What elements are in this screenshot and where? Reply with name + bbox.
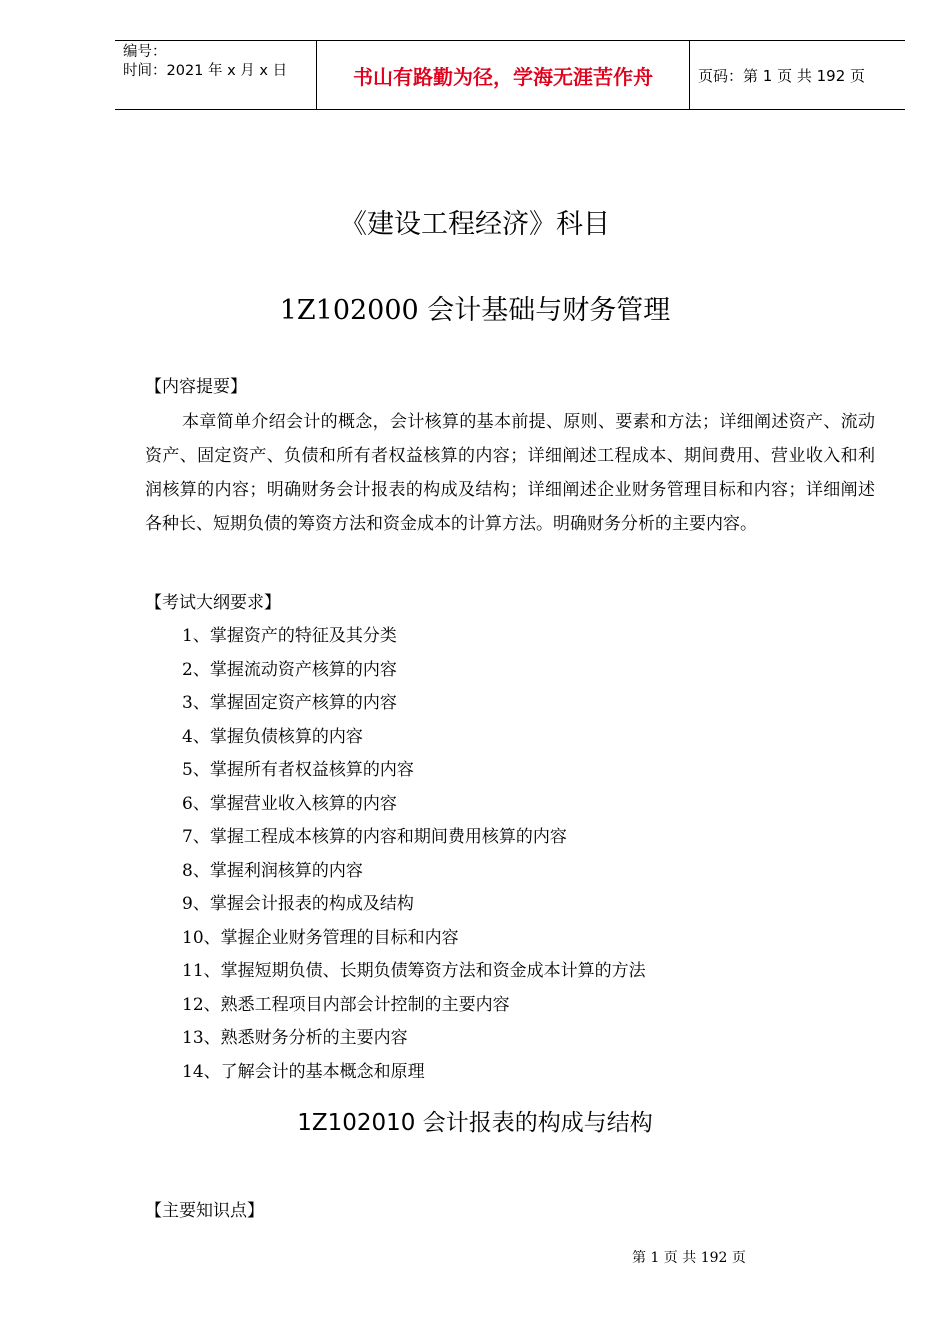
list-item <box>182 888 646 922</box>
chapter-title: 1Z102000 会计基础与财务管理 <box>279 295 671 326</box>
list-item-text: 掌握所有者权益核算的内容 <box>209 760 414 780</box>
list-item <box>182 687 646 721</box>
list-item-text: 掌握负债核算的内容 <box>209 726 363 747</box>
list-item <box>182 1056 646 1090</box>
list-item <box>182 788 646 822</box>
list-item-text: 了解会计的基本概念和原理 <box>220 1061 425 1082</box>
list-item-number: 3、 <box>182 693 210 713</box>
serial-label: 编号： <box>123 44 167 60</box>
outline-list <box>182 620 646 1089</box>
list-item-number: 6、 <box>182 793 210 814</box>
summary-heading: 【内容提要】 <box>145 377 247 397</box>
list-item-text: 掌握会计报表的构成及结构 <box>209 894 414 914</box>
knowledge-heading: 【主要知识点】 <box>145 1201 264 1221</box>
page-header <box>115 40 905 110</box>
list-item-text: 掌握短期负债、长期负债筹资方法和资金成本计算的方法 <box>220 961 646 981</box>
list-item-number: 9、 <box>182 894 210 914</box>
section-title: 1Z102010 会计报表的构成与结构 <box>297 1110 653 1136</box>
list-item-text: 掌握企业财务管理的目标和内容 <box>220 927 459 948</box>
document-title: 《建设工程经济》科目 <box>340 209 610 240</box>
list-item-number: 10、 <box>182 927 221 948</box>
list-item-number: 8、 <box>182 860 210 881</box>
list-item <box>182 989 646 1023</box>
list-item <box>182 955 646 989</box>
list-item <box>182 821 646 855</box>
list-item-number: 7、 <box>182 827 210 847</box>
list-item-text: 掌握利润核算的内容 <box>209 860 363 881</box>
list-item-number: 14、 <box>182 1061 221 1082</box>
summary-body <box>145 405 875 541</box>
list-item <box>182 721 646 755</box>
header-page-info: 页码：第 1 页 共 192 页 <box>698 66 866 85</box>
list-item <box>182 855 646 889</box>
list-item <box>182 1022 646 1056</box>
list-item-text: 掌握流动资产核算的内容 <box>209 659 397 680</box>
list-item-number: 12、 <box>182 994 221 1015</box>
list-item <box>182 754 646 788</box>
list-item-number: 5、 <box>182 760 210 780</box>
page-footer: 第 1 页 共 192 页 <box>632 1250 746 1266</box>
summary-text: 本章简单介绍会计的概念，会计核算的基本前提、原则、要素和方法；详细阐述资产、流动资产、固定资产、负债和所有者权益核算的内容；详细阐述工程成本、期间费用、营业收入和利润核算的内容；明确财务会计报表的构成及结构；详细阐述企业财务管理目标和内容；详细阐述各种长、短期负债的筹资方法和资金成本的计算方法。明确财务分析的主要内容。 <box>145 412 875 534</box>
header-meta <box>115 41 316 109</box>
outline-heading: 【考试大纲要求】 <box>145 593 281 613</box>
list-item <box>182 620 646 654</box>
list-item-text: 掌握工程成本核算的内容和期间费用核算的内容 <box>209 827 567 847</box>
list-item-text: 熟悉财务分析的主要内容 <box>220 1028 408 1048</box>
list-item-number: 13、 <box>182 1028 221 1048</box>
list-item <box>182 654 646 688</box>
time-label: 时间：2021 年 x 月 x 日 <box>123 63 288 79</box>
header-motto: 书山有路勤为径，学海无涯苦作舟 <box>316 41 690 109</box>
list-item-number: 11、 <box>182 961 221 981</box>
list-item-number: 4、 <box>182 726 210 747</box>
list-item-number: 2、 <box>182 659 210 680</box>
list-item-text: 掌握营业收入核算的内容 <box>209 793 397 814</box>
list-item-text: 掌握固定资产核算的内容 <box>209 693 397 713</box>
list-item <box>182 922 646 956</box>
list-item-text: 熟悉工程项目内部会计控制的主要内容 <box>220 994 510 1015</box>
list-item-text: 掌握资产的特征及其分类 <box>209 626 397 646</box>
list-item-number: 1、 <box>182 626 210 646</box>
